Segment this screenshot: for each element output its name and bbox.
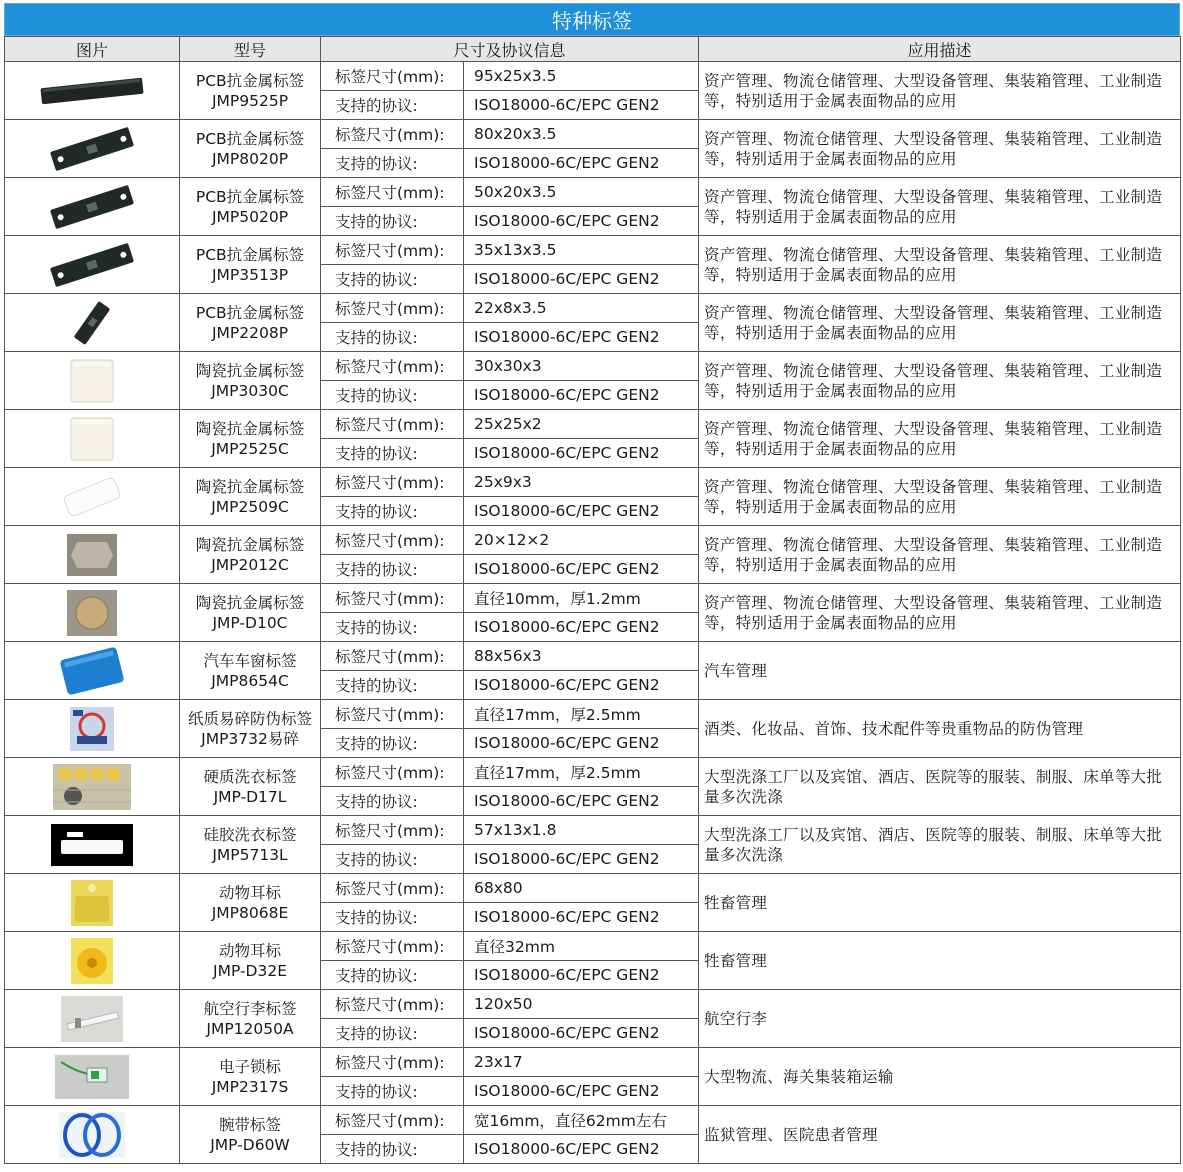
product-model-cell [180, 410, 321, 468]
application-desc: 资产管理、物流仓储管理、大型设备管理、集装箱管理、工业制造等，特别适用于金属表面物品的应用 [699, 352, 1181, 410]
product-image-cell [5, 1106, 180, 1164]
table-row [5, 178, 1181, 207]
table-row [5, 816, 1181, 845]
pcb-long-tag-icon [5, 66, 179, 116]
table-row [5, 468, 1181, 497]
product-image-cell [5, 410, 180, 468]
protocol-value: ISO18000-6C/EPC GEN2 [464, 439, 699, 468]
ceramic-oval-tag-icon [5, 530, 179, 580]
product-image-cell [5, 816, 180, 874]
application-desc: 资产管理、物流仓储管理、大型设备管理、集装箱管理、工业制造等，特别适用于金属表面物品的应用 [699, 120, 1181, 178]
product-image-cell [5, 178, 180, 236]
protocol-value: ISO18000-6C/EPC GEN2 [464, 845, 699, 874]
product-model-cell [180, 236, 321, 294]
application-desc: 资产管理、物流仓储管理、大型设备管理、集装箱管理、工业制造等，特别适用于金属表面物品的应用 [699, 526, 1181, 584]
size-label: 标签尺寸(mm): [321, 1048, 464, 1077]
product-model-cell [180, 1048, 321, 1106]
application-desc: 资产管理、物流仓储管理、大型设备管理、集装箱管理、工业制造等，特别适用于金属表面物品的应用 [699, 62, 1181, 120]
product-name: PCB抗金属标签 [195, 129, 305, 148]
size-value: 50x20x3.5 [464, 178, 699, 207]
protocol-label: 支持的协议: [321, 381, 464, 410]
protocol-value: ISO18000-6C/EPC GEN2 [464, 1135, 699, 1164]
size-label: 标签尺寸(mm): [321, 990, 464, 1019]
size-label: 标签尺寸(mm): [321, 352, 464, 381]
product-name: 航空行李标签 [203, 999, 297, 1018]
protocol-value: ISO18000-6C/EPC GEN2 [464, 207, 699, 236]
product-image-cell [5, 294, 180, 352]
size-value: 直径32mm [464, 932, 699, 961]
product-image-cell [5, 352, 180, 410]
ceramic-round-tag-icon [5, 588, 179, 638]
table-row [5, 758, 1181, 787]
size-label: 标签尺寸(mm): [321, 526, 464, 555]
product-image-cell [5, 120, 180, 178]
windshield-tag-icon [5, 646, 179, 696]
table-row [5, 236, 1181, 265]
product-model-cell [180, 758, 321, 816]
product-name: 腕带标签 [218, 1115, 281, 1134]
protocol-value: ISO18000-6C/EPC GEN2 [464, 1077, 699, 1106]
table-row [5, 932, 1181, 961]
product-model-cell [180, 468, 321, 526]
product-image-cell [5, 642, 180, 700]
size-label: 标签尺寸(mm): [321, 1106, 464, 1135]
ceramic-bar-tag-icon [5, 472, 179, 522]
product-code: JMP-D17L [213, 787, 287, 806]
pcb-tag-icon [5, 182, 179, 232]
application-desc: 资产管理、物流仓储管理、大型设备管理、集装箱管理、工业制造等，特别适用于金属表面物品的应用 [699, 410, 1181, 468]
product-code: JMP3732易碎 [201, 729, 299, 748]
protocol-value: ISO18000-6C/EPC GEN2 [464, 903, 699, 932]
size-value: 25x25x2 [464, 410, 699, 439]
size-label: 标签尺寸(mm): [321, 178, 464, 207]
protocol-value: ISO18000-6C/EPC GEN2 [464, 613, 699, 642]
header-desc: 应用描述 [699, 37, 1181, 62]
table-row [5, 294, 1181, 323]
size-label: 标签尺寸(mm): [321, 816, 464, 845]
protocol-value: ISO18000-6C/EPC GEN2 [464, 671, 699, 700]
laundry-button-tag-icon [5, 762, 179, 812]
protocol-label: 支持的协议: [321, 845, 464, 874]
fragile-paper-tag-icon [5, 704, 179, 754]
protocol-value: ISO18000-6C/EPC GEN2 [464, 729, 699, 758]
size-value: 23x17 [464, 1048, 699, 1077]
size-value: 直径10mm，厚1.2mm [464, 584, 699, 613]
product-code: JMP12050A [206, 1019, 294, 1038]
size-value: 宽16mm，直径62mm左右 [464, 1106, 699, 1135]
product-name: PCB抗金属标签 [195, 303, 305, 322]
protocol-value: ISO18000-6C/EPC GEN2 [464, 787, 699, 816]
size-value: 25x9x3 [464, 468, 699, 497]
product-image-cell [5, 700, 180, 758]
product-name: 陶瓷抗金属标签 [195, 535, 305, 554]
product-image-cell [5, 1048, 180, 1106]
ear-tag-icon [5, 878, 179, 928]
protocol-value: ISO18000-6C/EPC GEN2 [464, 149, 699, 178]
application-desc: 大型洗涤工厂以及宾馆、酒店、医院等的服装、制服、床单等大批量多次洗涤 [699, 816, 1181, 874]
product-name: 陶瓷抗金属标签 [195, 593, 305, 612]
product-model-cell [180, 1106, 321, 1164]
application-desc: 牲畜管理 [699, 874, 1181, 932]
product-model-cell [180, 932, 321, 990]
protocol-label: 支持的协议: [321, 555, 464, 584]
product-code: JMP-D32E [213, 961, 287, 980]
product-table [4, 36, 1181, 1164]
product-image-cell [5, 526, 180, 584]
product-code: JMP2525C [211, 439, 289, 458]
seal-lock-tag-icon [5, 1052, 179, 1102]
application-desc: 大型洗涤工厂以及宾馆、酒店、医院等的服装、制服、床单等大批量多次洗涤 [699, 758, 1181, 816]
product-image-cell [5, 468, 180, 526]
table-body [5, 62, 1181, 1164]
product-name: 硅胶洗衣标签 [203, 825, 297, 844]
size-label: 标签尺寸(mm): [321, 62, 464, 91]
product-code: JMP8068E [211, 903, 289, 922]
baggage-tag-icon [5, 994, 179, 1044]
size-label: 标签尺寸(mm): [321, 584, 464, 613]
size-label: 标签尺寸(mm): [321, 874, 464, 903]
protocol-label: 支持的协议: [321, 91, 464, 120]
application-desc: 汽车管理 [699, 642, 1181, 700]
pcb-tag-icon [5, 240, 179, 290]
protocol-label: 支持的协议: [321, 787, 464, 816]
product-code: JMP3513P [211, 265, 289, 284]
size-label: 标签尺寸(mm): [321, 294, 464, 323]
product-model-cell [180, 584, 321, 642]
product-model-cell [180, 700, 321, 758]
protocol-label: 支持的协议: [321, 729, 464, 758]
product-model-cell [180, 294, 321, 352]
protocol-label: 支持的协议: [321, 1135, 464, 1164]
product-name: PCB抗金属标签 [195, 71, 305, 90]
product-name: 陶瓷抗金属标签 [195, 477, 305, 496]
product-image-cell [5, 874, 180, 932]
product-name: 动物耳标 [218, 883, 281, 902]
protocol-label: 支持的协议: [321, 903, 464, 932]
product-name: PCB抗金属标签 [195, 245, 305, 264]
size-value: 57x13x1.8 [464, 816, 699, 845]
application-desc: 酒类、化妆品、首饰、技术配件等贵重物品的防伪管理 [699, 700, 1181, 758]
size-value: 95x25x3.5 [464, 62, 699, 91]
size-label: 标签尺寸(mm): [321, 468, 464, 497]
table-row [5, 990, 1181, 1019]
application-desc: 航空行李 [699, 990, 1181, 1048]
size-label: 标签尺寸(mm): [321, 236, 464, 265]
product-model-cell [180, 642, 321, 700]
protocol-value: ISO18000-6C/EPC GEN2 [464, 497, 699, 526]
protocol-label: 支持的协议: [321, 149, 464, 178]
product-name: 陶瓷抗金属标签 [195, 419, 305, 438]
product-name: 纸质易碎防伪标签 [187, 709, 312, 728]
product-image-cell [5, 584, 180, 642]
product-name: PCB抗金属标签 [195, 187, 305, 206]
table-row [5, 410, 1181, 439]
product-image-cell [5, 236, 180, 294]
product-image-cell [5, 62, 180, 120]
size-value: 120x50 [464, 990, 699, 1019]
product-model-cell [180, 816, 321, 874]
application-desc: 牲畜管理 [699, 932, 1181, 990]
protocol-value: ISO18000-6C/EPC GEN2 [464, 1019, 699, 1048]
protocol-value: ISO18000-6C/EPC GEN2 [464, 961, 699, 990]
table-row [5, 352, 1181, 381]
protocol-value: ISO18000-6C/EPC GEN2 [464, 381, 699, 410]
product-model-cell [180, 990, 321, 1048]
table-row [5, 526, 1181, 555]
table-row [5, 62, 1181, 91]
size-label: 标签尺寸(mm): [321, 700, 464, 729]
header-spec: 尺寸及协议信息 [321, 37, 699, 62]
product-model-cell [180, 352, 321, 410]
protocol-value: ISO18000-6C/EPC GEN2 [464, 265, 699, 294]
protocol-label: 支持的协议: [321, 265, 464, 294]
table-row [5, 642, 1181, 671]
size-value: 直径17mm，厚2.5mm [464, 700, 699, 729]
product-image-cell [5, 990, 180, 1048]
product-model-cell [180, 62, 321, 120]
product-image-cell [5, 932, 180, 990]
product-sheet [4, 3, 1180, 1164]
application-desc: 监狱管理、医院患者管理 [699, 1106, 1181, 1164]
silicone-laundry-tag-icon [5, 820, 179, 870]
product-model-cell [180, 120, 321, 178]
product-code: JMP9525P [211, 91, 289, 110]
size-value: 80x20x3.5 [464, 120, 699, 149]
product-name: 动物耳标 [218, 941, 281, 960]
table-header-row [5, 37, 1181, 62]
product-code: JMP8020P [211, 149, 289, 168]
wristband-tag-icon [5, 1110, 179, 1160]
sheet-title: 特种标签 [4, 3, 1180, 36]
ceramic-square-tag-icon [5, 356, 179, 406]
product-name: 硬质洗衣标签 [203, 767, 297, 786]
protocol-value: ISO18000-6C/EPC GEN2 [464, 91, 699, 120]
product-code: JMP-D10C [212, 613, 288, 632]
application-desc: 大型物流、海关集装箱运输 [699, 1048, 1181, 1106]
product-image-cell [5, 758, 180, 816]
product-name: 陶瓷抗金属标签 [195, 361, 305, 380]
size-value: 直径17mm，厚2.5mm [464, 758, 699, 787]
size-value: 88x56x3 [464, 642, 699, 671]
product-code: JMP-D60W [210, 1135, 290, 1154]
header-image: 图片 [5, 37, 180, 62]
protocol-label: 支持的协议: [321, 439, 464, 468]
size-value: 68x80 [464, 874, 699, 903]
product-code: JMP2509C [211, 497, 289, 516]
pcb-tag-icon [5, 124, 179, 174]
product-code: JMP2317S [211, 1077, 289, 1096]
size-value: 30x30x3 [464, 352, 699, 381]
application-desc: 资产管理、物流仓储管理、大型设备管理、集装箱管理、工业制造等，特别适用于金属表面物品的应用 [699, 584, 1181, 642]
round-ear-tag-icon [5, 936, 179, 986]
protocol-value: ISO18000-6C/EPC GEN2 [464, 555, 699, 584]
product-model-cell [180, 526, 321, 584]
size-value: 22x8x3.5 [464, 294, 699, 323]
product-code: JMP3030C [211, 381, 289, 400]
application-desc: 资产管理、物流仓储管理、大型设备管理、集装箱管理、工业制造等，特别适用于金属表面物品的应用 [699, 178, 1181, 236]
application-desc: 资产管理、物流仓储管理、大型设备管理、集装箱管理、工业制造等，特别适用于金属表面物品的应用 [699, 294, 1181, 352]
product-code: JMP8654C [211, 671, 289, 690]
protocol-label: 支持的协议: [321, 323, 464, 352]
ceramic-square-tag-icon [5, 414, 179, 464]
size-value: 20×12×2 [464, 526, 699, 555]
size-label: 标签尺寸(mm): [321, 932, 464, 961]
protocol-label: 支持的协议: [321, 497, 464, 526]
size-label: 标签尺寸(mm): [321, 642, 464, 671]
product-name: 电子锁标 [218, 1057, 281, 1076]
protocol-label: 支持的协议: [321, 671, 464, 700]
product-code: JMP2208P [211, 323, 289, 342]
protocol-value: ISO18000-6C/EPC GEN2 [464, 323, 699, 352]
size-value: 35x13x3.5 [464, 236, 699, 265]
protocol-label: 支持的协议: [321, 961, 464, 990]
size-label: 标签尺寸(mm): [321, 120, 464, 149]
size-label: 标签尺寸(mm): [321, 758, 464, 787]
product-code: JMP2012C [211, 555, 289, 574]
table-row [5, 120, 1181, 149]
protocol-label: 支持的协议: [321, 613, 464, 642]
product-model-cell [180, 874, 321, 932]
protocol-label: 支持的协议: [321, 1077, 464, 1106]
table-row [5, 700, 1181, 729]
product-model-cell [180, 178, 321, 236]
product-code: JMP5713L [212, 845, 288, 864]
table-row [5, 1106, 1181, 1135]
protocol-label: 支持的协议: [321, 207, 464, 236]
table-row [5, 1048, 1181, 1077]
application-desc: 资产管理、物流仓储管理、大型设备管理、集装箱管理、工业制造等，特别适用于金属表面物品的应用 [699, 468, 1181, 526]
size-label: 标签尺寸(mm): [321, 410, 464, 439]
pcb-small-tag-icon [5, 298, 179, 348]
header-model: 型号 [180, 37, 321, 62]
product-name: 汽车车窗标签 [203, 651, 297, 670]
application-desc: 资产管理、物流仓储管理、大型设备管理、集装箱管理、工业制造等，特别适用于金属表面物品的应用 [699, 236, 1181, 294]
table-row [5, 584, 1181, 613]
protocol-label: 支持的协议: [321, 1019, 464, 1048]
table-row [5, 874, 1181, 903]
product-code: JMP5020P [211, 207, 289, 226]
